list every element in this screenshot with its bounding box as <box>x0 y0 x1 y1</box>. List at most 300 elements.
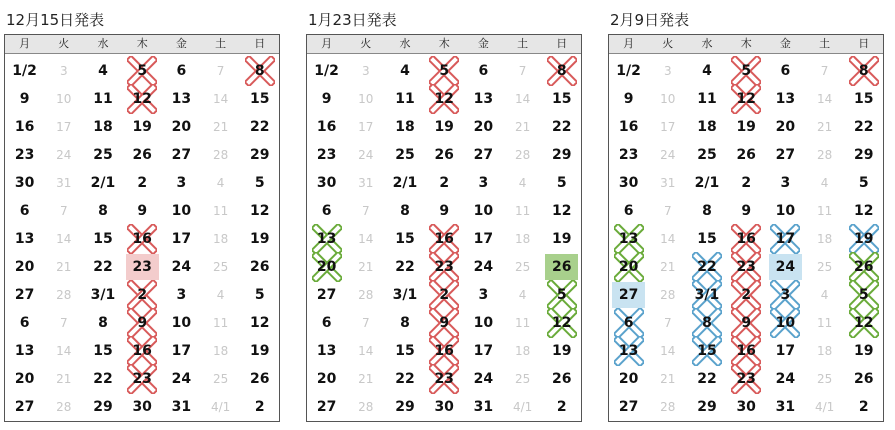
date-cell[interactable] <box>346 309 385 337</box>
date-cell[interactable] <box>687 309 726 337</box>
date-cell[interactable] <box>201 113 240 141</box>
date-cell[interactable] <box>542 365 581 393</box>
date-cell[interactable] <box>307 281 346 309</box>
date-cell[interactable] <box>307 85 346 113</box>
date-cell[interactable] <box>503 169 542 197</box>
date-cell[interactable] <box>307 337 346 365</box>
date-cell[interactable] <box>844 253 883 281</box>
date-cell[interactable] <box>464 337 503 365</box>
date-cell[interactable] <box>240 141 279 169</box>
date-cell[interactable] <box>162 169 201 197</box>
date-cell[interactable] <box>844 365 883 393</box>
date-cell[interactable] <box>727 169 766 197</box>
date-cell[interactable] <box>240 85 279 113</box>
date-cell[interactable] <box>464 225 503 253</box>
date-cell[interactable] <box>162 113 201 141</box>
date-cell[interactable] <box>240 281 279 309</box>
date-cell[interactable] <box>346 225 385 253</box>
date-cell[interactable] <box>425 309 464 337</box>
date-cell[interactable] <box>609 337 648 365</box>
date-number: 27 <box>14 399 35 415</box>
date-cell[interactable] <box>609 141 648 169</box>
date-cell[interactable] <box>201 197 240 225</box>
date-cell[interactable] <box>727 85 766 113</box>
date-cell[interactable] <box>44 309 83 337</box>
date-cell[interactable] <box>346 85 385 113</box>
date-cell[interactable] <box>83 141 122 169</box>
date-cell[interactable] <box>385 281 424 309</box>
date-cell[interactable] <box>464 169 503 197</box>
date-cell[interactable] <box>346 197 385 225</box>
date-cell[interactable] <box>44 365 83 393</box>
date-cell[interactable] <box>609 393 648 421</box>
date-cell[interactable] <box>464 365 503 393</box>
date-cell[interactable] <box>44 85 83 113</box>
date-cell[interactable] <box>727 141 766 169</box>
date-cell[interactable] <box>727 113 766 141</box>
date-cell[interactable] <box>83 113 122 141</box>
date-cell[interactable] <box>162 85 201 113</box>
date-number: 9 <box>741 203 752 219</box>
date-cell[interactable] <box>162 393 201 421</box>
date-cell[interactable] <box>503 393 542 421</box>
date-cell[interactable] <box>805 85 844 113</box>
date-cell[interactable] <box>240 337 279 365</box>
date-cell[interactable] <box>687 365 726 393</box>
date-number: 25 <box>816 260 833 274</box>
date-cell[interactable] <box>844 281 883 309</box>
date-number: 16 <box>14 119 35 135</box>
panel-title: 1月23日発表 <box>308 11 397 29</box>
date-cell[interactable] <box>83 393 122 421</box>
date-cell[interactable] <box>542 337 581 365</box>
date-cell[interactable] <box>464 253 503 281</box>
date-cell[interactable] <box>5 57 44 85</box>
date-cell[interactable] <box>346 281 385 309</box>
date-cell[interactable] <box>687 281 726 309</box>
date-cell[interactable] <box>805 281 844 309</box>
date-cell[interactable] <box>844 57 883 85</box>
date-cell[interactable] <box>83 309 122 337</box>
date-cell[interactable] <box>201 57 240 85</box>
date-cell[interactable] <box>687 197 726 225</box>
date-cell[interactable] <box>5 309 44 337</box>
date-cell[interactable] <box>687 57 726 85</box>
date-cell[interactable] <box>503 281 542 309</box>
date-number: 19 <box>854 231 874 247</box>
date-cell[interactable] <box>648 197 687 225</box>
date-cell[interactable] <box>240 253 279 281</box>
date-cell[interactable] <box>805 393 844 421</box>
date-number: 21 <box>660 260 676 274</box>
date-cell[interactable] <box>162 309 201 337</box>
date-cell[interactable] <box>766 141 805 169</box>
date-cell[interactable] <box>503 85 542 113</box>
date-cell[interactable] <box>542 309 581 337</box>
date-cell[interactable] <box>805 253 844 281</box>
date-cell[interactable] <box>503 337 542 365</box>
date-cell[interactable] <box>648 365 687 393</box>
date-cell[interactable] <box>542 225 581 253</box>
date-cell[interactable] <box>464 85 503 113</box>
date-cell[interactable] <box>766 85 805 113</box>
date-cell[interactable] <box>346 169 385 197</box>
date-cell[interactable] <box>609 309 648 337</box>
date-cell[interactable] <box>201 281 240 309</box>
date-cell[interactable] <box>766 253 805 281</box>
date-number: 9 <box>439 203 450 219</box>
date-cell[interactable] <box>385 309 424 337</box>
date-cell[interactable] <box>542 197 581 225</box>
date-cell[interactable] <box>201 253 240 281</box>
date-cell[interactable] <box>44 113 83 141</box>
date-number: 24 <box>660 148 676 162</box>
date-cell[interactable] <box>83 253 122 281</box>
date-cell[interactable] <box>123 57 162 85</box>
date-cell[interactable] <box>727 225 766 253</box>
date-cell[interactable] <box>609 57 648 85</box>
date-cell[interactable] <box>425 337 464 365</box>
date-cell[interactable] <box>307 309 346 337</box>
date-cell[interactable] <box>162 197 201 225</box>
date-cell[interactable] <box>240 309 279 337</box>
date-cell[interactable] <box>609 281 648 309</box>
date-cell[interactable] <box>240 393 279 421</box>
date-cell[interactable] <box>385 197 424 225</box>
date-cell[interactable] <box>805 337 844 365</box>
date-cell[interactable] <box>609 197 648 225</box>
date-number: 28 <box>56 288 72 302</box>
date-cell[interactable] <box>201 225 240 253</box>
date-cell[interactable] <box>727 365 766 393</box>
date-cell[interactable] <box>201 169 240 197</box>
date-cell[interactable] <box>425 169 464 197</box>
date-cell[interactable] <box>385 85 424 113</box>
date-cell[interactable] <box>727 393 766 421</box>
date-cell[interactable] <box>687 85 726 113</box>
date-number: 2 <box>858 399 869 415</box>
date-cell[interactable] <box>727 281 766 309</box>
date-cell[interactable] <box>385 169 424 197</box>
date-cell[interactable] <box>542 169 581 197</box>
date-cell[interactable] <box>201 85 240 113</box>
date-cell[interactable] <box>609 253 648 281</box>
date-cell[interactable] <box>766 225 805 253</box>
date-cell[interactable] <box>609 225 648 253</box>
date-cell[interactable] <box>727 197 766 225</box>
date-cell[interactable] <box>542 57 581 85</box>
date-cell[interactable] <box>5 169 44 197</box>
date-cell[interactable] <box>805 225 844 253</box>
date-cell[interactable] <box>83 225 122 253</box>
date-cell[interactable] <box>123 169 162 197</box>
date-cell[interactable] <box>844 393 883 421</box>
date-cell[interactable] <box>123 85 162 113</box>
date-cell[interactable] <box>425 365 464 393</box>
date-cell[interactable] <box>542 393 581 421</box>
date-cell[interactable] <box>5 281 44 309</box>
date-cell[interactable] <box>648 169 687 197</box>
date-cell[interactable] <box>648 141 687 169</box>
date-cell[interactable] <box>162 57 201 85</box>
date-number: 27 <box>775 147 796 163</box>
date-cell[interactable] <box>766 281 805 309</box>
date-cell[interactable] <box>609 169 648 197</box>
date-cell[interactable] <box>464 57 503 85</box>
date-cell[interactable] <box>44 169 83 197</box>
calendar-panel <box>608 0 884 430</box>
date-cell[interactable] <box>162 337 201 365</box>
date-cell[interactable] <box>503 365 542 393</box>
date-number: 20 <box>316 371 337 387</box>
date-cell[interactable] <box>648 337 687 365</box>
date-cell[interactable] <box>464 281 503 309</box>
date-number: 5 <box>741 63 752 79</box>
date-cell[interactable] <box>805 57 844 85</box>
date-cell[interactable] <box>162 141 201 169</box>
date-cell[interactable] <box>425 225 464 253</box>
date-cell[interactable] <box>542 281 581 309</box>
date-cell[interactable] <box>385 393 424 421</box>
date-cell[interactable] <box>44 337 83 365</box>
date-cell[interactable] <box>44 393 83 421</box>
date-cell[interactable] <box>425 57 464 85</box>
date-cell[interactable] <box>609 113 648 141</box>
date-cell[interactable] <box>766 169 805 197</box>
date-cell[interactable] <box>503 253 542 281</box>
date-cell[interactable] <box>805 309 844 337</box>
date-cell[interactable] <box>346 113 385 141</box>
date-cell[interactable] <box>805 169 844 197</box>
date-cell[interactable] <box>648 281 687 309</box>
date-cell[interactable] <box>385 253 424 281</box>
date-cell[interactable] <box>687 253 726 281</box>
date-cell[interactable] <box>44 57 83 85</box>
date-cell[interactable] <box>83 85 122 113</box>
date-cell[interactable] <box>5 393 44 421</box>
date-cell[interactable] <box>727 253 766 281</box>
date-cell[interactable] <box>542 253 581 281</box>
date-cell[interactable] <box>805 141 844 169</box>
date-cell[interactable] <box>648 393 687 421</box>
date-cell[interactable] <box>844 197 883 225</box>
date-cell[interactable] <box>648 225 687 253</box>
date-cell[interactable] <box>5 253 44 281</box>
date-number: 26 <box>250 259 270 275</box>
date-cell[interactable] <box>5 225 44 253</box>
date-cell[interactable] <box>687 393 726 421</box>
date-cell[interactable] <box>425 281 464 309</box>
date-number: 5 <box>254 287 265 303</box>
date-cell[interactable] <box>123 197 162 225</box>
date-cell[interactable] <box>83 365 122 393</box>
date-cell[interactable] <box>5 113 44 141</box>
date-cell[interactable] <box>503 309 542 337</box>
date-cell[interactable] <box>727 309 766 337</box>
date-number: 4 <box>702 63 712 79</box>
date-cell[interactable] <box>240 225 279 253</box>
date-cell[interactable] <box>307 169 346 197</box>
date-cell[interactable] <box>766 309 805 337</box>
date-cell[interactable] <box>44 141 83 169</box>
date-cell[interactable] <box>503 113 542 141</box>
date-cell[interactable] <box>44 197 83 225</box>
date-number: 8 <box>98 203 108 219</box>
date-cell[interactable] <box>162 253 201 281</box>
date-cell[interactable] <box>83 197 122 225</box>
date-cell[interactable] <box>44 225 83 253</box>
date-cell[interactable] <box>844 309 883 337</box>
date-cell[interactable] <box>648 85 687 113</box>
date-cell[interactable] <box>240 57 279 85</box>
date-cell[interactable] <box>307 393 346 421</box>
date-cell[interactable] <box>307 113 346 141</box>
date-cell[interactable] <box>123 225 162 253</box>
date-cell[interactable] <box>385 225 424 253</box>
date-cell[interactable] <box>44 281 83 309</box>
date-cell[interactable] <box>727 337 766 365</box>
date-cell[interactable] <box>844 141 883 169</box>
date-cell[interactable] <box>346 57 385 85</box>
date-number: 22 <box>93 259 113 275</box>
date-cell[interactable] <box>844 169 883 197</box>
date-number: 7 <box>663 316 672 330</box>
date-cell[interactable] <box>240 113 279 141</box>
date-cell[interactable] <box>805 197 844 225</box>
date-cell[interactable] <box>162 281 201 309</box>
date-cell[interactable] <box>844 85 883 113</box>
date-cell[interactable] <box>5 85 44 113</box>
date-cell[interactable] <box>609 365 648 393</box>
date-cell[interactable] <box>240 365 279 393</box>
weekday-label: 木 <box>438 37 450 50</box>
date-cell[interactable] <box>385 57 424 85</box>
date-cell[interactable] <box>805 113 844 141</box>
date-cell[interactable] <box>83 337 122 365</box>
date-cell[interactable] <box>346 337 385 365</box>
date-cell[interactable] <box>346 253 385 281</box>
date-cell[interactable] <box>307 253 346 281</box>
date-cell[interactable] <box>766 365 805 393</box>
date-cell[interactable] <box>425 141 464 169</box>
date-cell[interactable] <box>123 253 162 281</box>
date-cell[interactable] <box>123 337 162 365</box>
date-cell[interactable] <box>346 365 385 393</box>
date-cell[interactable] <box>648 57 687 85</box>
date-cell[interactable] <box>44 253 83 281</box>
date-cell[interactable] <box>201 393 240 421</box>
date-cell[interactable] <box>542 141 581 169</box>
date-cell[interactable] <box>307 365 346 393</box>
date-cell[interactable] <box>5 337 44 365</box>
date-cell[interactable] <box>162 225 201 253</box>
date-cell[interactable] <box>542 85 581 113</box>
date-cell[interactable] <box>687 141 726 169</box>
date-cell[interactable] <box>201 337 240 365</box>
date-cell[interactable] <box>307 141 346 169</box>
date-cell[interactable] <box>766 337 805 365</box>
date-cell[interactable] <box>503 197 542 225</box>
date-cell[interactable] <box>385 337 424 365</box>
date-cell[interactable] <box>123 281 162 309</box>
date-cell[interactable] <box>307 197 346 225</box>
date-cell[interactable] <box>766 113 805 141</box>
date-cell[interactable] <box>201 365 240 393</box>
date-cell[interactable] <box>5 197 44 225</box>
date-cell[interactable] <box>609 85 648 113</box>
date-cell[interactable] <box>83 169 122 197</box>
date-cell[interactable] <box>5 141 44 169</box>
date-cell[interactable] <box>123 113 162 141</box>
date-cell[interactable] <box>385 113 424 141</box>
date-cell[interactable] <box>687 225 726 253</box>
date-number: 9 <box>439 315 450 331</box>
date-number: 13 <box>316 343 337 359</box>
date-cell[interactable] <box>425 85 464 113</box>
date-cell[interactable] <box>687 337 726 365</box>
date-number: 11 <box>395 91 415 107</box>
date-cell[interactable] <box>201 141 240 169</box>
date-cell[interactable] <box>766 57 805 85</box>
date-cell[interactable] <box>464 309 503 337</box>
date-cell[interactable] <box>201 309 240 337</box>
date-cell[interactable] <box>5 365 44 393</box>
date-cell[interactable] <box>346 393 385 421</box>
date-cell[interactable] <box>648 253 687 281</box>
date-cell[interactable] <box>687 113 726 141</box>
date-number: 18 <box>212 344 229 358</box>
date-cell[interactable] <box>425 197 464 225</box>
date-cell[interactable] <box>844 337 883 365</box>
date-cell[interactable] <box>766 393 805 421</box>
date-cell[interactable] <box>307 57 346 85</box>
date-cell[interactable] <box>464 141 503 169</box>
date-cell[interactable] <box>385 141 424 169</box>
date-cell[interactable] <box>240 169 279 197</box>
date-cell[interactable] <box>464 113 503 141</box>
date-cell[interactable] <box>385 365 424 393</box>
date-cell[interactable] <box>503 57 542 85</box>
date-cell[interactable] <box>425 253 464 281</box>
date-cell[interactable] <box>805 365 844 393</box>
date-cell[interactable] <box>123 141 162 169</box>
date-cell[interactable] <box>123 393 162 421</box>
date-cell[interactable] <box>844 113 883 141</box>
date-cell[interactable] <box>464 197 503 225</box>
date-cell[interactable] <box>542 113 581 141</box>
date-cell[interactable] <box>464 393 503 421</box>
date-cell[interactable] <box>83 281 122 309</box>
date-number: 9 <box>19 91 30 107</box>
date-cell[interactable] <box>687 169 726 197</box>
date-cell[interactable] <box>727 57 766 85</box>
date-cell[interactable] <box>648 113 687 141</box>
date-cell[interactable] <box>240 197 279 225</box>
date-cell[interactable] <box>766 197 805 225</box>
date-cell[interactable] <box>83 57 122 85</box>
date-cell[interactable] <box>648 309 687 337</box>
date-cell[interactable] <box>346 141 385 169</box>
date-cell[interactable] <box>123 309 162 337</box>
date-cell[interactable] <box>844 225 883 253</box>
date-cell[interactable] <box>307 225 346 253</box>
date-cell[interactable] <box>503 141 542 169</box>
date-cell[interactable] <box>123 365 162 393</box>
date-cell[interactable] <box>162 365 201 393</box>
date-cell[interactable] <box>425 113 464 141</box>
date-cell[interactable] <box>425 393 464 421</box>
date-cell[interactable] <box>503 225 542 253</box>
